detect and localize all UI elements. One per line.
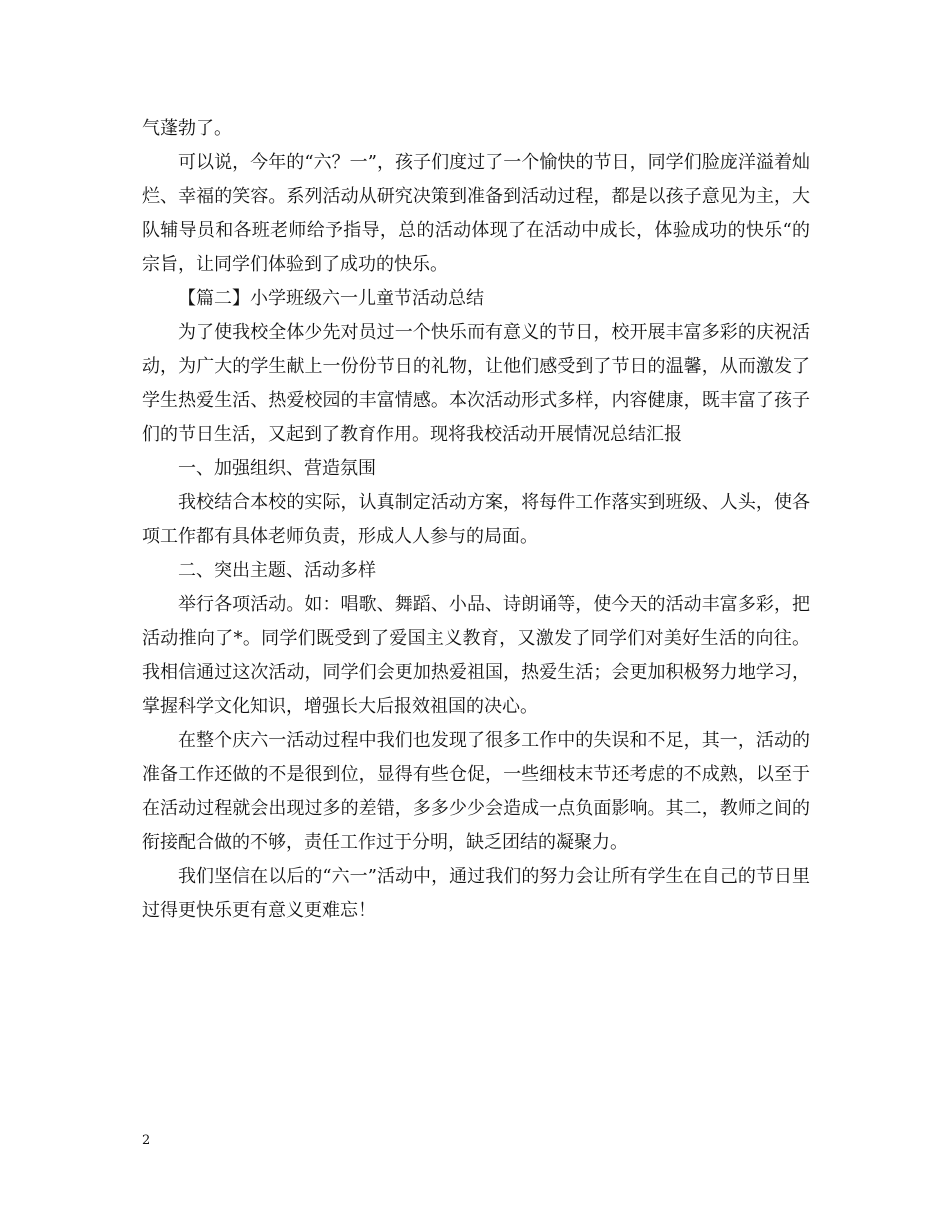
page-number: 2: [142, 1133, 151, 1148]
subsection-heading: 一、加强组织、营造氛围: [178, 458, 376, 479]
paragraph: 可以说，今年的“六？一”，孩子们度过了一个愉快的节日，同学们脸庞洋溢着灿烂、幸福的笑容。系列活动从研究决策到准备到活动过程，都是以孩子意见为主，大队辅导员和各班老师给予指导，总的活动体现了在活动中成长，体验成功的快乐“的宗旨，让同学们体验到了成功的快乐。: [142, 152, 810, 275]
section-heading: 【篇二】小学班级六一儿童节活动总结: [178, 288, 484, 309]
paragraph: 我们坚信在以后的“六一”活动中，通过我们的努力会让所有学生在自己的节日里过得更快乐更有意义更难忘！: [142, 866, 810, 921]
paragraph: 我校结合本校的实际，认真制定活动方案，将每件工作落实到班级、人头，使各项工作都有具体老师负责，形成人人参与的局面。: [142, 492, 810, 547]
paragraph: 举行各项活动。如：唱歌、舞蹈、小品、诗朗诵等，使今天的活动丰富多彩，把活动推向了*。同学们既受到了爱国主义教育，又激发了同学们对美好生活的向往。我相信通过这次活动，同学们会更加热爱祖国，热爱生活；会更加积极努力地学习，掌握科学文化知识，增强长大后报效祖国的决心。: [142, 594, 810, 717]
subsection-heading: 二、突出主题、活动多样: [178, 560, 376, 581]
paragraph: 气蓬勃了。: [142, 118, 232, 139]
document-body: [142, 112, 810, 928]
paragraph: 在整个庆六一活动过程中我们也发现了很多工作中的失误和不足，其一，活动的准备工作还做的不是很到位，显得有些仓促，一些细枝末节还考虑的不成熟，以至于在活动过程就会出现过多的差错，多多少少会造成一点负面影响。其二，教师之间的衔接配合做的不够，责任工作过于分明，缺乏团结的凝聚力。: [142, 730, 810, 853]
paragraph: 为了使我校全体少先对员过一个快乐而有意义的节日，校开展丰富多彩的庆祝活动，为广大的学生献上一份份节日的礼物，让他们感受到了节日的温馨，从而激发了学生热爱生活、热爱校园的丰富情感。本次活动形式多样，内容健康，既丰富了孩子们的节日生活，又起到了教育作用。现将我校活动开展情况总结汇报: [142, 322, 810, 445]
